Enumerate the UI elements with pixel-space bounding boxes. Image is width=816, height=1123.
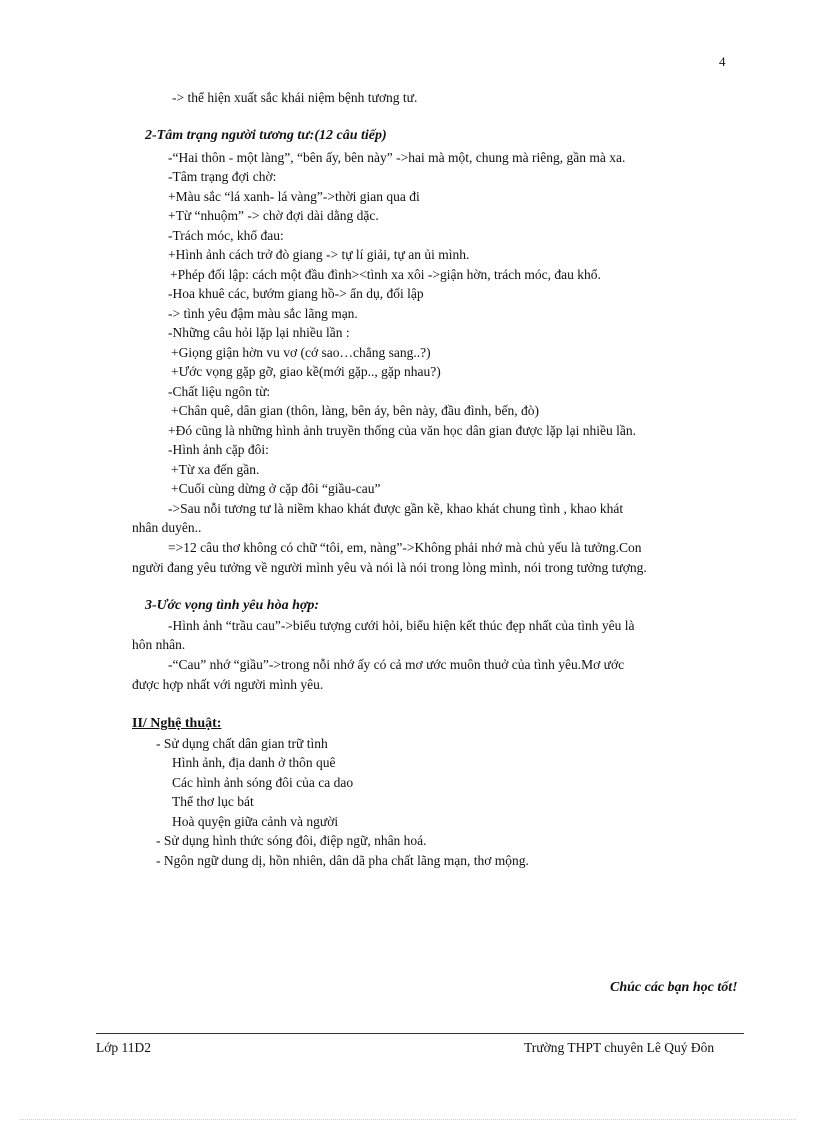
text-line: -Chất liệu ngôn từ: [168, 384, 271, 399]
text-line: Thể thơ lục bát [172, 794, 254, 809]
text-line: Các hình ảnh sóng đôi của ca dao [172, 775, 354, 790]
text-line: -Hình ảnh cặp đôi: [168, 442, 269, 457]
text-line: +Phép đối lập: cách một đầu đình><tình xa xôi ->giận hờn, trách móc, đau khổ. [170, 267, 601, 282]
page-edge-dotted-line [20, 1119, 796, 1120]
text-line: -“Hai thôn - một làng”, “bên ấy, bên này” ->hai mà một, chung mà riêng, gần mà xa. [168, 150, 626, 165]
text-line: -“Cau” nhớ “giầu”->trong nỗi nhớ ấy có cả mơ ước muôn thuở của tình yêu.Mơ ước [168, 657, 625, 672]
text-line: +Đó cũng là những hình ảnh truyền thống của văn học dân gian được lặp lại nhiều lần. [168, 423, 637, 438]
text-line: Hình ảnh, địa danh ở thôn quê [172, 755, 336, 770]
text-line: được hợp nhất với người mình yêu. [132, 677, 324, 692]
text-line: -> thể hiện xuất sắc khái niệm bệnh tương tư. [172, 90, 418, 105]
text-line: -> tình yêu đậm màu sắc lãng mạn. [168, 306, 358, 321]
text-line: +Ước vọng gặp gỡ, giao kề(mới gặp.., gặp nhau?) [171, 364, 441, 379]
footer-school: Trường THPT chuyên Lê Quý Đôn [524, 1040, 715, 1055]
section-heading: 2-Tâm trạng người tương tư:(12 câu tiếp) [145, 128, 387, 143]
footer-class: Lớp 11D2 [96, 1040, 152, 1055]
text-line: +Từ xa đến gần. [171, 462, 260, 477]
text-line: -Những câu hỏi lặp lại nhiều lần : [168, 325, 350, 340]
text-line: - Sử dụng chất dân gian trữ tình [156, 736, 328, 751]
closing-wish: Chúc các bạn học tốt! [610, 980, 738, 995]
section-heading: 3-Ước vọng tình yêu hòa hợp: [145, 598, 320, 613]
text-line: -Hoa khuê các, bướm giang hồ-> ẩn dụ, đối lập [168, 286, 424, 301]
text-line: +Cuối cùng dừng ở cặp đôi “giầu-cau” [171, 481, 381, 496]
text-line: Hoà quyện giữa cảnh và người [172, 814, 339, 829]
page-number: 4 [719, 54, 726, 69]
text-line: -Hình ảnh “trầu cau”->biểu tượng cưới hỏi, biểu hiện kết thúc đẹp nhất của tình yêu là [168, 618, 635, 633]
text-line: =>12 câu thơ không có chữ “tôi, em, nàng”->Không phải nhớ mà chủ yếu là tưởng.Con [168, 540, 642, 555]
text-line: +Từ “nhuộm” -> chờ đợi dài dằng dặc. [168, 208, 379, 223]
text-line: +Giọng giận hờn vu vơ (cớ sao…chẳng sang..?) [171, 345, 431, 360]
text-line: +Hình ảnh cách trở đò giang -> tự lí giải, tự an ủi mình. [168, 247, 470, 262]
text-line: ->Sau nỗi tương tư là niềm khao khát được gần kề, khao khát chung tình , khao khát [168, 501, 624, 516]
section-heading: II/ Nghệ thuật: [132, 716, 222, 731]
text-line: -Trách móc, khổ đau: [168, 228, 284, 243]
text-line: +Chân quê, dân gian (thôn, làng, bên áy, bên này, đầu đình, bến, đò) [171, 403, 540, 418]
text-line: - Sử dụng hình thức sóng đôi, điệp ngữ, nhân hoá. [156, 833, 427, 848]
text-line: -Tâm trạng đợi chờ: [168, 169, 277, 184]
footer-divider [96, 1033, 744, 1034]
text-line: người đang yêu tưởng về người mình yêu và nói là nói trong lòng mình, nói trong tưởng tượng. [132, 560, 647, 575]
text-line: - Ngôn ngữ dung dị, hồn nhiên, dân dã pha chất lãng mạn, thơ mộng. [156, 853, 529, 868]
text-line: nhân duyên.. [132, 520, 202, 535]
text-line: +Màu sắc “lá xanh- lá vàng”->thời gian qua đi [168, 189, 420, 204]
text-line: hôn nhân. [132, 637, 186, 652]
